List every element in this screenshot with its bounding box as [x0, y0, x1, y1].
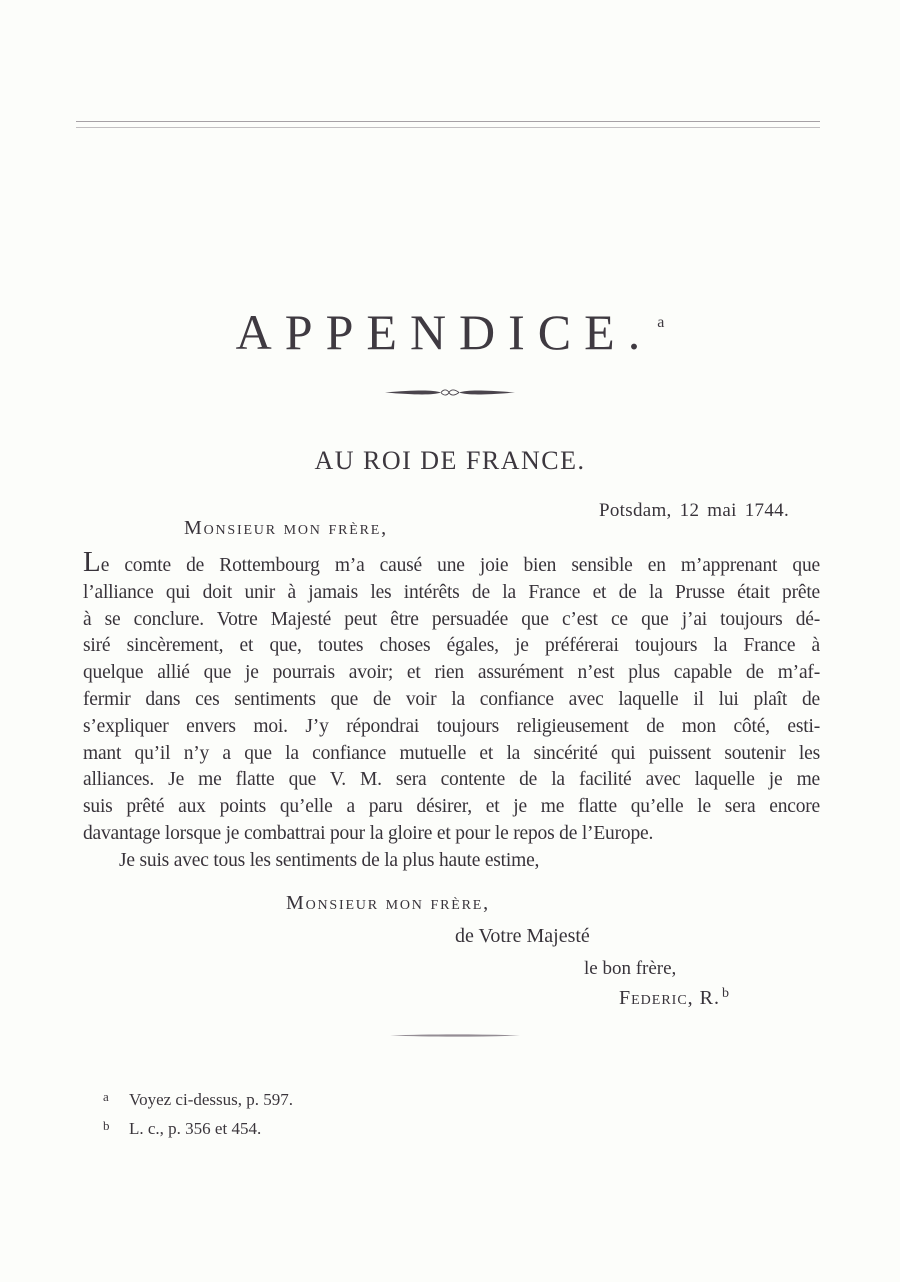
body-line: alliances. Je me flatte que V. M. sera contente de la facilité avec laquelle je me: [83, 769, 820, 791]
ornament-divider-icon: [384, 387, 516, 398]
footnote-text: L. c., p. 356 et 454.: [129, 1119, 262, 1138]
body-line: s’expliquer envers moi. J’y répondrai toujours religieusement de mon côté, esti-: [83, 715, 820, 737]
signature-footnote-ref: b: [722, 986, 731, 1001]
footnote-marker: b: [103, 1118, 110, 1133]
footnote-row: [103, 1084, 293, 1113]
body-line-text: e comte de Rottembourg m’a causé une joie bien sensible en m’apprenant que: [100, 555, 820, 576]
footnote-list: [103, 1084, 293, 1142]
body-line: à se conclure. Votre Majesté peut être persuadée que c’est ce que j’ai toujours dé-: [83, 608, 820, 630]
signature: [619, 987, 730, 1010]
footnote-text: Voyez ci-dessus, p. 597.: [129, 1090, 293, 1109]
body-line: suis prêté aux points qu’elle a paru désirer, et je me flatte qu’elle le sera encore: [83, 796, 820, 818]
letter-salutation: Monsieur mon frère,: [184, 517, 388, 539]
drop-cap: L: [83, 546, 101, 578]
footer-divider-icon: [390, 1033, 520, 1038]
footnote-row: [103, 1113, 293, 1142]
letter-body: [83, 546, 820, 875]
closing-from-line: de Votre Majesté: [455, 925, 590, 947]
footnote-marker: a: [103, 1089, 109, 1104]
title-footnote-ref: a: [657, 314, 665, 331]
body-line: l’alliance qui doit unir à jamais les intérêts de la France et de la Prusse était prête: [83, 581, 820, 603]
closing-sentence: Je suis avec tous les sentiments de la plus haute estime,: [119, 849, 540, 871]
page-top-double-rule: [76, 121, 820, 128]
body-line: mant qu’il n’y a que la confiance mutuelle et la sincérité qui puissent soutenir les: [83, 742, 820, 764]
letter-dateline: Potsdam, 12 mai 1744.: [599, 500, 789, 521]
body-line: [83, 546, 820, 580]
signature-name: Federic, R.: [619, 987, 721, 1009]
closing-relation-line: le bon frère,: [584, 958, 677, 979]
closing-salutation: Monsieur mon frère,: [286, 892, 490, 914]
body-line: fermir dans ces sentiments que de voir la confiance avec laquelle il lui plaît de: [83, 688, 820, 710]
page-title: [0, 303, 900, 361]
body-line: quelque allié que je pourrais avoir; et rien assurément n’est plus capable de m’af-: [83, 662, 820, 684]
body-line: davantage lorsque je combattrai pour la gloire et pour le repos de l’Europe.: [83, 822, 654, 844]
page-title-text: APPENDICE.: [235, 304, 654, 360]
letter-recipient-title: AU ROI DE FRANCE.: [314, 446, 586, 475]
body-line: siré sincèrement, et que, toutes choses égales, je préférerai toujours la France à: [83, 635, 820, 657]
